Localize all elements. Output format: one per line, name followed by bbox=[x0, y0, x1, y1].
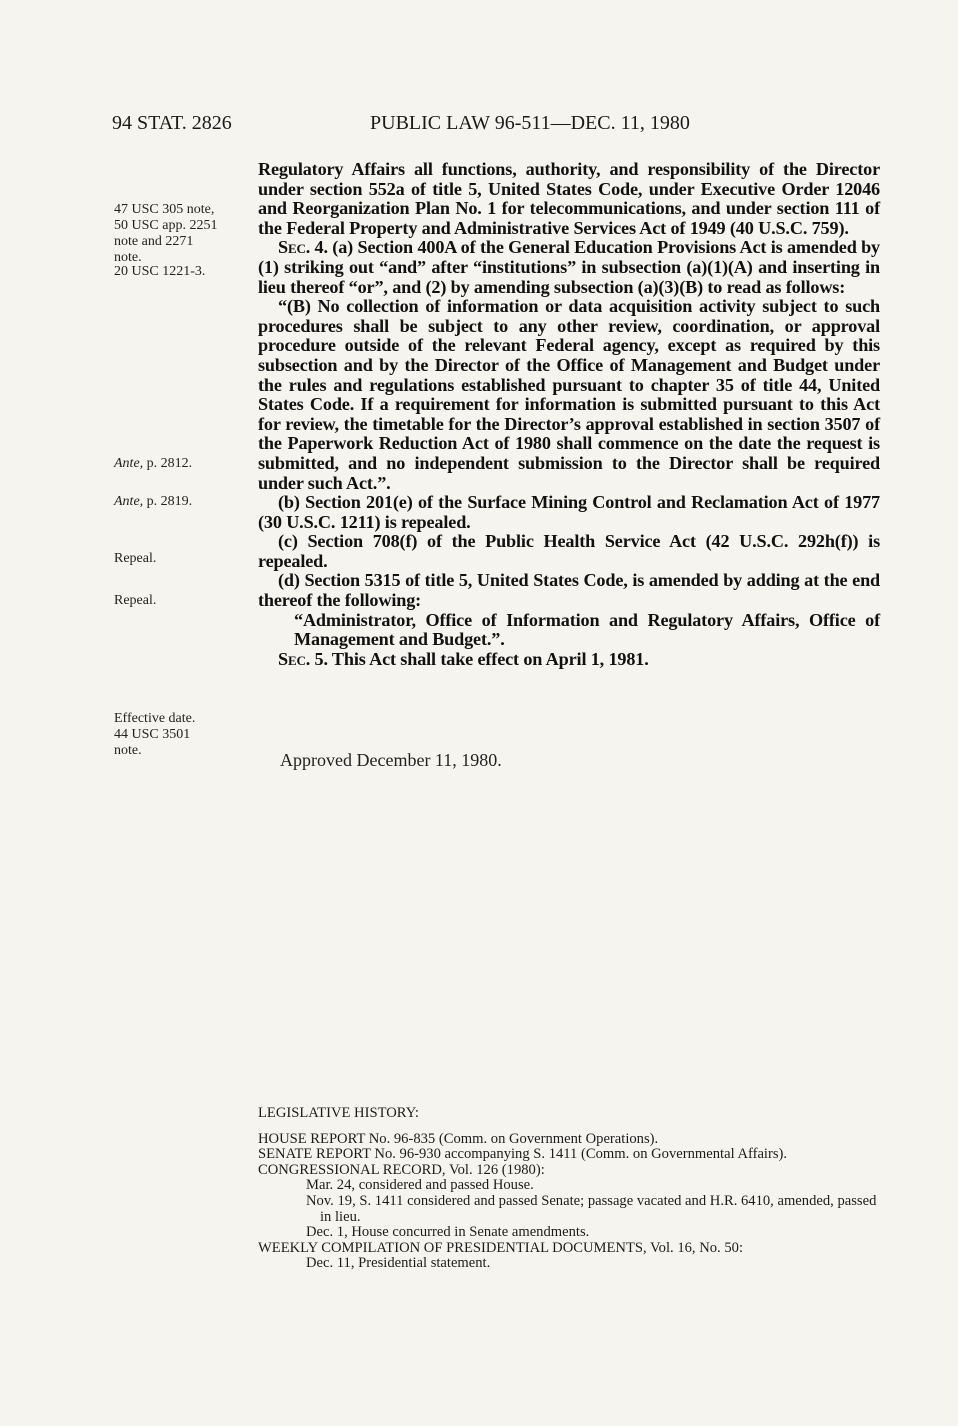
record-entry: Nov. 19, S. 1411 considered and passed Senate; passage vacated and H.R. 6410, amended, passed in lieu. bbox=[306, 1192, 877, 1225]
house-report: HOUSE REPORT No. 96-835 (Comm. on Government Operations). bbox=[258, 1130, 659, 1147]
running-header-title: PUBLIC LAW 96-511—DEC. 11, 1980 bbox=[370, 112, 690, 134]
approval-date: Approved December 11, 1980. bbox=[280, 750, 502, 770]
section-4: Sec. 4. (a) Section 400A of the General Education Provisions Act is amended by (1) striking out “and” after “institutions” in subsection (a)(1)(A) and inserting in lieu thereof “or”, and (2) by amending subsection (a)(3)(B) to read as follows: bbox=[258, 237, 880, 297]
margin-note-20-usc: 20 USC 1221-3. bbox=[114, 264, 206, 279]
page-reference: 94 STAT. 2826 bbox=[112, 112, 232, 134]
margin-note-ante-2819: Ante, p. 2819. bbox=[114, 494, 193, 509]
quoted-subparagraph-b: “(B) No collection of information or data acquisition activity subject to such procedures shall be subject to any other review, coordination, or approval procedure outside of the relevant Federal agency, except as required by this subsection and by the Director of the Office of Management and Budget under the rules and regulations established pursuant to chapter 35 of title 44, United States Code. If a requirement for information is submitted pursuant to this Act for review, the timetable for the Director’s approval established in section 3507 of the Paperwork Reduction Act of 1980 shall commence on the date the request is submitted, and no independent submission to the Director shall be required under such Act.”. bbox=[258, 296, 880, 493]
record-entry: Dec. 1, House concurred in Senate amendments. bbox=[306, 1224, 590, 1241]
margin-note-usc-references: 47 USC 305 note, 50 USC app. 2251 note and 2271 note. bbox=[114, 202, 218, 265]
statute-body bbox=[258, 160, 880, 669]
subsection-c: (c) Section 708(f) of the Public Health Service Act (42 U.S.C. 292h(f)) is repealed. bbox=[258, 531, 880, 571]
history-title: LEGISLATIVE HISTORY: bbox=[258, 1105, 419, 1121]
paragraph-continued: Regulatory Affairs all functions, authority, and responsibility of the Director under section 552a of title 5, United States Code, under Executive Order 12046 and Reorganization Plan No. 1 for telecommunications, and under section 111 of the Federal Property and Administrative Services Act of 1949 (40 U.S.C. 759). bbox=[258, 159, 880, 238]
section-5: Sec. 5. This Act shall take effect on April 1, 1981. bbox=[278, 648, 649, 669]
legislative-history bbox=[258, 1106, 888, 1272]
congressional-record: CONGRESSIONAL RECORD, Vol. 126 (1980): bbox=[258, 1161, 545, 1178]
margin-note-repeal-1: Repeal. bbox=[114, 551, 157, 566]
margin-note-effective-date: Effective date. 44 USC 3501 note. bbox=[114, 711, 196, 758]
weekly-compilation: WEEKLY COMPILATION OF PRESIDENTIAL DOCUMENTS, Vol. 16, No. 50: bbox=[258, 1239, 743, 1256]
senate-report: SENATE REPORT No. 96-930 accompanying S. 1411 (Comm. on Governmental Affairs). bbox=[258, 1146, 788, 1163]
record-entry: Mar. 24, considered and passed House. bbox=[306, 1177, 534, 1194]
margin-note-repeal-2: Repeal. bbox=[114, 593, 157, 608]
quoted-administrator-title: “Administrator, Office of Information and Regulatory Affairs, Office of Management and Budget.”. bbox=[294, 609, 880, 650]
subsection-d: (d) Section 5315 of title 5, United States Code, is amended by adding at the end thereof the following: bbox=[258, 570, 880, 611]
weekly-entry: Dec. 11, Presidential statement. bbox=[306, 1255, 491, 1272]
margin-note-ante-2812: Ante, p. 2812. bbox=[114, 456, 193, 471]
subsection-b: (b) Section 201(e) of the Surface Mining Control and Reclamation Act of 1977 (30 U.S.C. 1211) is repealed. bbox=[258, 492, 880, 532]
